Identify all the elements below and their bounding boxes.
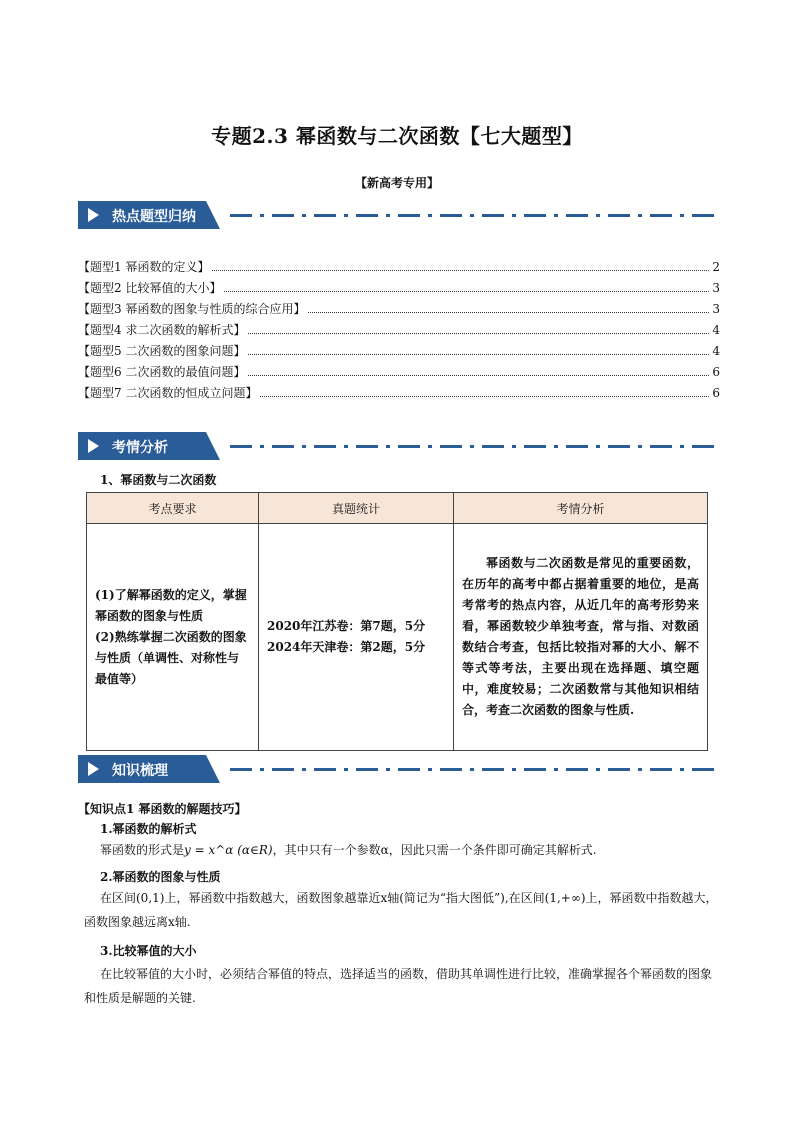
toc-item[interactable]: 【题型4 求二次函数的解析式】 4 (78, 323, 720, 337)
table-of-contents (78, 258, 720, 405)
table-header: 考情分析 (454, 493, 708, 524)
section-label: 热点题型归纳 (112, 209, 196, 225)
dash-divider (230, 214, 718, 217)
requirement-cell: (1)了解幂函数的定义，掌握幂函数的图象与性质 (2)熟练掌握二次函数的图象与性质（单调性、对称性与最值等） (87, 524, 259, 751)
play-arrow-icon (88, 762, 99, 776)
statistics-cell: 2020年江苏卷：第7题，5分 2024年天津卷：第2题，5分 (259, 524, 454, 751)
page-title: 专题2.3 幂函数与二次函数【七大题型】 (211, 124, 583, 148)
analysis-heading: 1、幂函数与二次函数 (100, 473, 217, 487)
dash-divider (230, 768, 718, 771)
dash-divider (230, 445, 718, 448)
page-subtitle: 【新高考专用】 (354, 176, 439, 190)
play-arrow-icon (88, 208, 99, 222)
knowledge-paragraph: 幂函数的形式是y = x^α (α∈R)，其中只有一个参数α，因此只需一个条件即可确定其解析式. (100, 843, 597, 857)
section-label: 考情分析 (112, 440, 168, 456)
toc-item[interactable]: 【题型6 二次函数的最值问题】 6 (78, 365, 720, 379)
banner-tab (78, 201, 220, 229)
toc-item[interactable]: 【题型1 幂函数的定义】 2 (78, 260, 720, 274)
analysis-cell: 幂函数与二次函数是常见的重要函数，在历年的高考中都占据着重要的地位，是高考常考的热点内容，从近几年的高考形势来看，幂函数较少单独考查，常与指、对数函数结合考查，包括比较指对幂的大小、解不等式等考法，主要出现在选择题、填空题中，难度较易；二次函数常与其他知识相结合，考查二次函数的图象与性质. (454, 524, 708, 751)
toc-item[interactable]: 【题型7 二次函数的恒成立问题】 6 (78, 386, 720, 400)
table-header: 考点要求 (87, 493, 259, 524)
toc-item[interactable]: 【题型3 幂函数的图象与性质的综合应用】 3 (78, 302, 720, 316)
knowledge-heading: 1.幂函数的解析式 (100, 822, 197, 836)
knowledge-heading: 3.比较幂值的大小 (100, 944, 197, 958)
table-header: 真题统计 (259, 493, 454, 524)
knowledge-paragraph: 在区间(0,1)上，幂函数中指数越大，函数图象越靠近x轴(简记为“指大图低”),在区间(1,+∞)上，幂函数中指数越大，函数图象越远离x轴. (84, 891, 718, 929)
knowledge-heading: 2.幂函数的图象与性质 (100, 870, 221, 884)
formula: y = x^α (α∈R) (184, 843, 273, 857)
knowledge-point-title: 【知识点1 幂函数的解题技巧】 (78, 802, 247, 816)
toc-item[interactable]: 【题型2 比较幂值的大小】 3 (78, 281, 720, 295)
analysis-table (86, 492, 708, 751)
banner-tab (78, 755, 220, 783)
section-banner-knowledge (78, 755, 718, 783)
banner-tab (78, 432, 220, 460)
section-banner-hot (78, 201, 718, 229)
section-banner-analysis (78, 432, 718, 460)
play-arrow-icon (88, 439, 99, 453)
toc-item[interactable]: 【题型5 二次函数的图象问题】 4 (78, 344, 720, 358)
knowledge-paragraph: 在比较幂值的大小时，必须结合幂值的特点，选择适当的函数，借助其单调性进行比较，准确掌握各个幂函数的图象和性质是解题的关键. (84, 967, 713, 1005)
section-label: 知识梳理 (112, 763, 168, 779)
